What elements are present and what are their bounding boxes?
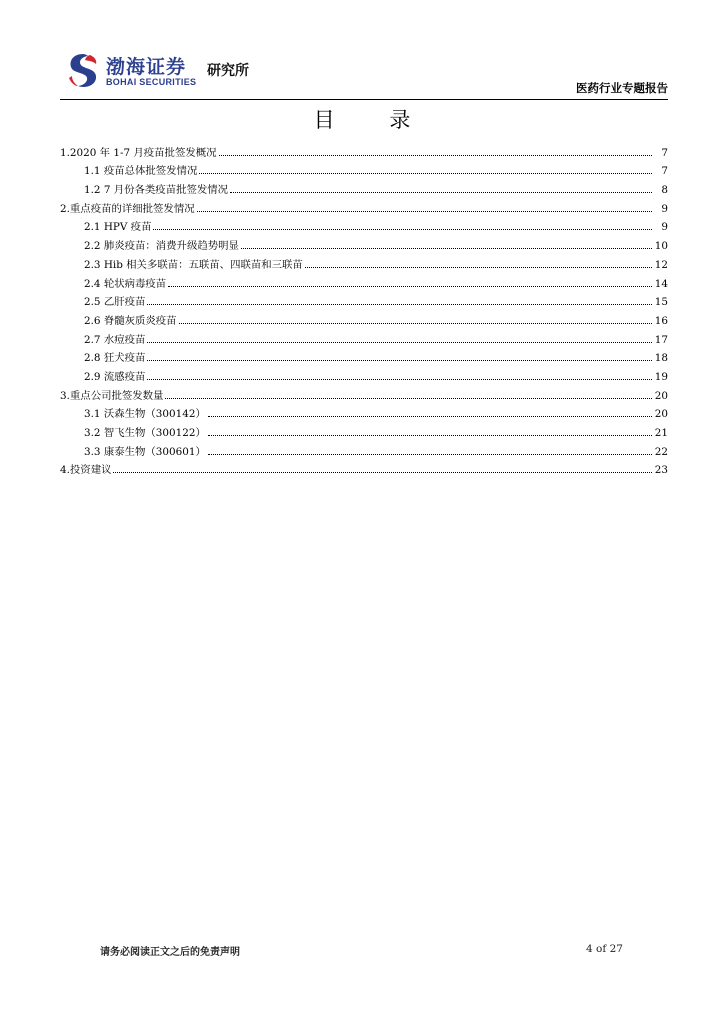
toc-entry[interactable] [60, 140, 668, 159]
toc-entry[interactable] [60, 383, 668, 402]
header-divider [60, 99, 668, 100]
institute-label: 研究所 [207, 63, 249, 79]
toc-entry[interactable] [60, 420, 668, 439]
logo-english-name: BOHAI SECURITIES [106, 77, 197, 87]
toc-entry-text: 2.4 轮状病毒疫苗 [84, 277, 167, 290]
toc-entry[interactable] [60, 308, 668, 327]
toc-page-number: 9 [661, 202, 668, 215]
toc-entry-text: 2.5 乙肝疫苗 [84, 296, 146, 309]
toc-dot-leader [199, 173, 652, 174]
toc-dot-leader [208, 416, 652, 417]
toc-entry[interactable] [60, 364, 668, 383]
toc-entry[interactable] [60, 439, 668, 458]
toc-dot-leader [168, 286, 652, 287]
page-header [60, 46, 668, 98]
toc-entry[interactable] [60, 458, 668, 477]
toc-dot-leader [165, 398, 652, 399]
toc-dot-leader [113, 472, 652, 473]
toc-dot-leader [197, 211, 652, 212]
bohai-securities-logo [66, 50, 276, 94]
toc-entry[interactable] [60, 215, 668, 234]
toc-entry-text: 2.2 肺炎疫苗：消费升级趋势明显 [84, 240, 239, 253]
table-of-contents [60, 140, 668, 476]
toc-entry-text: 2.9 流感疫苗 [84, 370, 146, 383]
toc-entry-text: 2.1 HPV 疫苗 [84, 221, 152, 234]
toc-title: 目 录 [313, 108, 435, 132]
toc-entry-text: 4.投资建议 [60, 464, 112, 477]
toc-entry-text: 3.1 沃森生物（300142） [84, 408, 206, 421]
toc-entry-text: 1.2 7 月份各类疫苗批签发情况 [84, 184, 229, 197]
bohai-logo-icon [66, 52, 100, 90]
toc-page-number: 12 [654, 258, 668, 271]
toc-page-number: 19 [654, 370, 668, 383]
toc-entry-text: 1.1 疫苗总体批签发情况 [84, 165, 198, 178]
logo-chinese-name: 渤海证券 [106, 56, 187, 78]
toc-entry-text: 3.重点公司批签发数量 [60, 389, 164, 402]
toc-entry-text: 2.3 Hib 相关多联苗：五联苗、四联苗和三联苗 [84, 258, 303, 271]
toc-page-number: 14 [654, 277, 668, 290]
toc-page-number: 7 [661, 146, 668, 159]
toc-entry-text: 3.2 智飞生物（300122） [84, 427, 206, 439]
toc-dot-leader [219, 155, 652, 156]
toc-page-number: 9 [661, 221, 668, 234]
toc-dot-leader [147, 342, 652, 343]
toc-page-number: 10 [654, 240, 668, 253]
toc-entry[interactable] [60, 402, 668, 421]
toc-page-number: 21 [654, 427, 668, 439]
toc-page-number: 8 [661, 184, 668, 197]
toc-entry-text: 2.8 狂犬疫苗 [84, 352, 146, 365]
toc-entry[interactable] [60, 290, 668, 309]
toc-entry[interactable] [60, 159, 668, 178]
toc-dot-leader [147, 379, 652, 380]
toc-page-number: 22 [654, 445, 668, 458]
toc-dot-leader [230, 192, 652, 193]
toc-entry[interactable] [60, 233, 668, 252]
toc-entry[interactable] [60, 271, 668, 290]
toc-page-number: 17 [654, 333, 668, 346]
toc-entry[interactable] [60, 196, 668, 215]
toc-entry-text: 2.7 水痘疫苗 [84, 333, 146, 346]
toc-entry-text: 3.3 康泰生物（300601） [84, 445, 206, 458]
toc-entry[interactable] [60, 327, 668, 346]
toc-page-number: 16 [654, 314, 668, 327]
toc-entry[interactable] [60, 346, 668, 365]
toc-entry-text: 2.重点疫苗的详细批签发情况 [60, 202, 195, 215]
toc-page-number: 23 [654, 464, 668, 477]
toc-dot-leader [241, 248, 652, 249]
toc-dot-leader [179, 323, 652, 324]
toc-page-number: 20 [654, 389, 668, 402]
toc-entry[interactable] [60, 177, 668, 196]
toc-page-number: 15 [654, 296, 668, 309]
page-indicator: 4 of 27 [586, 943, 623, 955]
toc-dot-leader [153, 229, 652, 230]
toc-page-number: 18 [654, 352, 668, 365]
toc-dot-leader [305, 267, 652, 268]
toc-dot-leader [147, 304, 652, 305]
toc-entry-text: 2.6 脊髓灰质炎疫苗 [84, 314, 177, 327]
toc-entry-text: 1.2020 年 1-7 月疫苗批签发概况 [60, 146, 217, 159]
report-type: 医药行业专题报告 [576, 81, 668, 95]
toc-dot-leader [147, 360, 652, 361]
footer-disclaimer: 请务必阅读正文之后的免责声明 [100, 947, 240, 958]
toc-dot-leader [208, 435, 652, 436]
toc-dot-leader [208, 454, 652, 455]
toc-page-number: 7 [661, 165, 668, 178]
toc-entry[interactable] [60, 252, 668, 271]
toc-page-number: 20 [654, 408, 668, 421]
